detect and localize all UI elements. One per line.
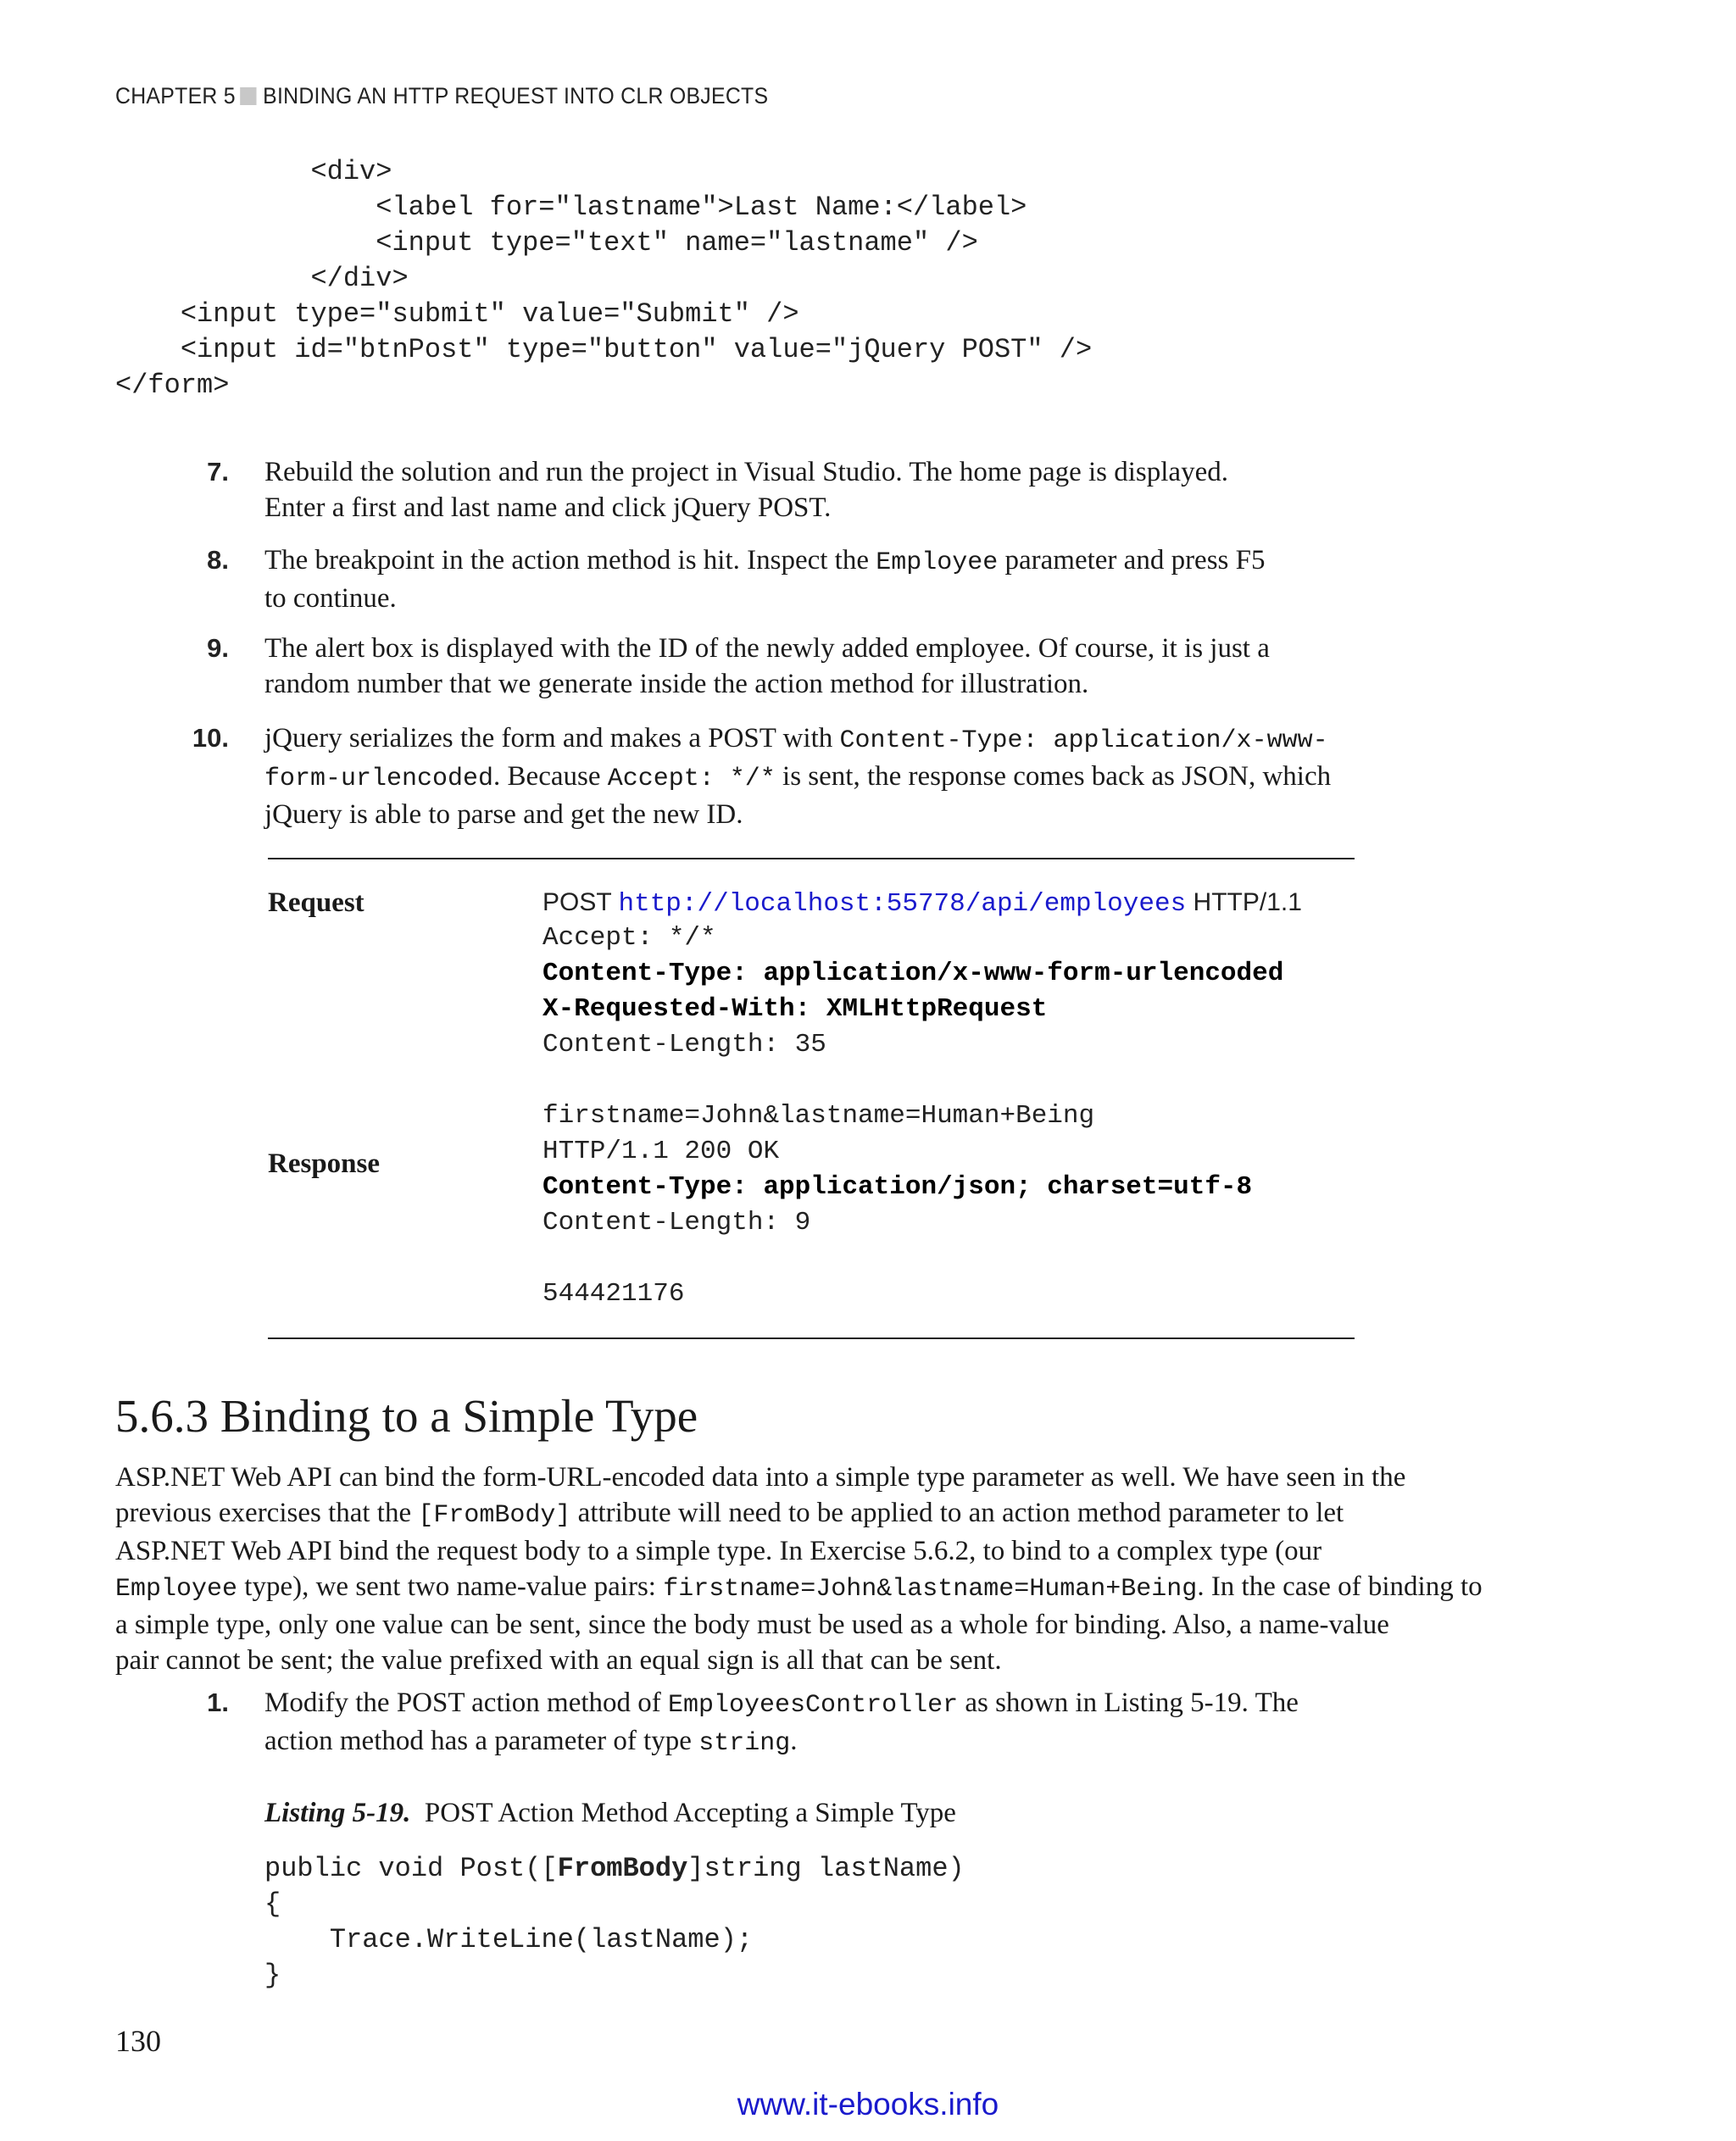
step-text — [264, 454, 1366, 526]
inline-code: Employee — [876, 548, 999, 577]
paragraph-text: . In the case of binding to — [1197, 1571, 1483, 1602]
step-text-part: parameter and press F5 — [998, 545, 1266, 576]
inline-code: string — [698, 1729, 791, 1758]
paragraph-text: type), we sent two name-value pairs: — [237, 1571, 664, 1602]
step-text — [264, 1685, 1366, 1761]
request-x-requested-with-header: X-Requested-With: XMLHttpRequest — [542, 994, 1048, 1024]
request-accept-header: Accept: */* — [542, 923, 716, 953]
paragraph-text: previous exercises that the — [115, 1498, 419, 1528]
request-content-type-header: Content-Type: application/x-www-form-urlencoded — [542, 959, 1284, 988]
step-text-part: Modify the POST action method of — [264, 1688, 669, 1718]
step-number: 10. — [192, 723, 229, 753]
response-content-type-header: Content-Type: application/json; charset=utf-8 — [542, 1172, 1253, 1202]
step-number: 7. — [207, 457, 229, 487]
code-line: <div> — [115, 156, 392, 187]
section-heading: 5.6.3 Binding to a Simple Type — [115, 1390, 698, 1442]
paragraph-line: ASP.NET Web API bind the request body to a simple type. In Exercise 5.6.2, to bind to a complex type (our — [115, 1536, 1322, 1566]
code-text-bold: FromBody — [557, 1853, 688, 1884]
request-method: POST — [542, 888, 619, 916]
code-line: </form> — [115, 370, 230, 401]
code-listing-bottom — [264, 1851, 965, 1994]
request-content-length-header: Content-Length: 35 — [542, 1030, 826, 1059]
inline-code: [FromBody] — [418, 1501, 571, 1530]
listing-label: Listing 5-19. — [264, 1798, 411, 1828]
step-text-part: jQuery serializes the form and makes a POST with — [264, 723, 840, 754]
paragraph-line: pair cannot be sent; the value prefixed with an equal sign is all that can be sent. — [115, 1645, 1002, 1676]
chapter-title: BINDING AN HTTP REQUEST INTO CLR OBJECTS — [263, 83, 769, 108]
step-line: jQuery is able to parse and get the new ID. — [264, 799, 743, 830]
blank-line — [542, 1063, 1302, 1098]
step-line: Rebuild the solution and run the project in Visual Studio. The home page is displayed. — [264, 457, 1228, 487]
inline-code: EmployeesController — [668, 1691, 959, 1720]
response-body: 544421176 — [542, 1279, 685, 1309]
step-number: 1. — [207, 1688, 229, 1717]
step-text — [264, 542, 1366, 616]
paragraph-line: a simple type, only one value can be sent, since the body must be used as a whole for binding. Also, a name-value — [115, 1610, 1389, 1640]
response-content-length-header: Content-Length: 9 — [542, 1208, 811, 1237]
code-line: <input type="text" name="lastname" /> — [115, 227, 978, 259]
step-line: Enter a first and last name and click jQuery POST. — [264, 492, 832, 523]
code-line — [264, 1851, 965, 1887]
inline-code: Employee — [115, 1575, 238, 1604]
http-exchange-table — [268, 858, 1355, 1339]
request-label: Request — [268, 887, 364, 918]
header-separator-square — [240, 87, 256, 105]
footer-url-link[interactable]: www.it-ebooks.info — [737, 2087, 999, 2122]
response-status-line: HTTP/1.1 200 OK — [542, 1137, 780, 1166]
code-line: { — [264, 1888, 281, 1920]
response-label: Response — [268, 1148, 381, 1179]
step-number: 9. — [207, 633, 229, 663]
code-text: ]string lastName) — [687, 1853, 965, 1884]
inline-code: form-urlencoded — [264, 765, 494, 793]
step-text-part: The breakpoint in the action method is hit. Inspect the — [264, 545, 876, 576]
inline-code: firstname=John&lastname=Human+Being — [663, 1575, 1198, 1604]
request-version: HTTP/1.1 — [1186, 888, 1302, 916]
request-url-link[interactable]: http://localhost:55778/api/employees — [618, 889, 1187, 919]
code-line: <input id="btnPost" type="button" value="jQuery POST" /> — [115, 334, 1093, 365]
step-number: 8. — [207, 545, 229, 575]
http-lines — [542, 885, 1302, 1312]
code-listing-top — [115, 154, 1092, 403]
step-text-part: action method has a parameter of type — [264, 1726, 699, 1756]
step-line: to continue. — [264, 583, 397, 614]
step-text-part: . Because — [493, 761, 608, 792]
request-body: firstname=John&lastname=Human+Being — [542, 1101, 1095, 1131]
step-text-part: as shown in Listing 5-19. The — [958, 1688, 1299, 1718]
step-text — [264, 631, 1366, 702]
paragraph-line: ASP.NET Web API can bind the form-URL-encoded data into a simple type parameter as well. We have seen in the — [115, 1462, 1406, 1493]
blank-line — [542, 1241, 1302, 1276]
chapter-number: CHAPTER 5 — [115, 83, 236, 108]
listing-title: POST Action Method Accepting a Simple Type — [424, 1798, 956, 1828]
code-line: } — [264, 1960, 281, 1991]
page-number: 130 — [115, 2024, 161, 2058]
code-line: <label for="lastname">Last Name:</label> — [115, 192, 1027, 223]
section-paragraph — [115, 1460, 1556, 1678]
code-text: public void Post([ — [264, 1853, 558, 1884]
code-line: Trace.WriteLine(lastName); — [264, 1924, 754, 1955]
paragraph-text: attribute will need to be applied to an action method parameter to let — [570, 1498, 1344, 1528]
code-line: </div> — [115, 263, 409, 294]
step-text-part: is sent, the response comes back as JSON, which — [775, 761, 1332, 792]
request-line — [542, 885, 1302, 920]
footer-link — [0, 2087, 1736, 2122]
listing-caption — [264, 1795, 956, 1831]
step-line: random number that we generate inside the action method for illustration. — [264, 669, 1089, 699]
step-line: The alert box is displayed with the ID of the newly added employee. Of course, it is just a — [264, 633, 1270, 664]
running-header — [115, 83, 768, 109]
inline-code: Content-Type: application/x-www- — [839, 726, 1328, 755]
code-line: <input type="submit" value="Submit" /> — [115, 298, 799, 330]
inline-code: Accept: */* — [607, 765, 776, 793]
step-text — [264, 720, 1366, 832]
step-text-part: . — [790, 1726, 798, 1756]
